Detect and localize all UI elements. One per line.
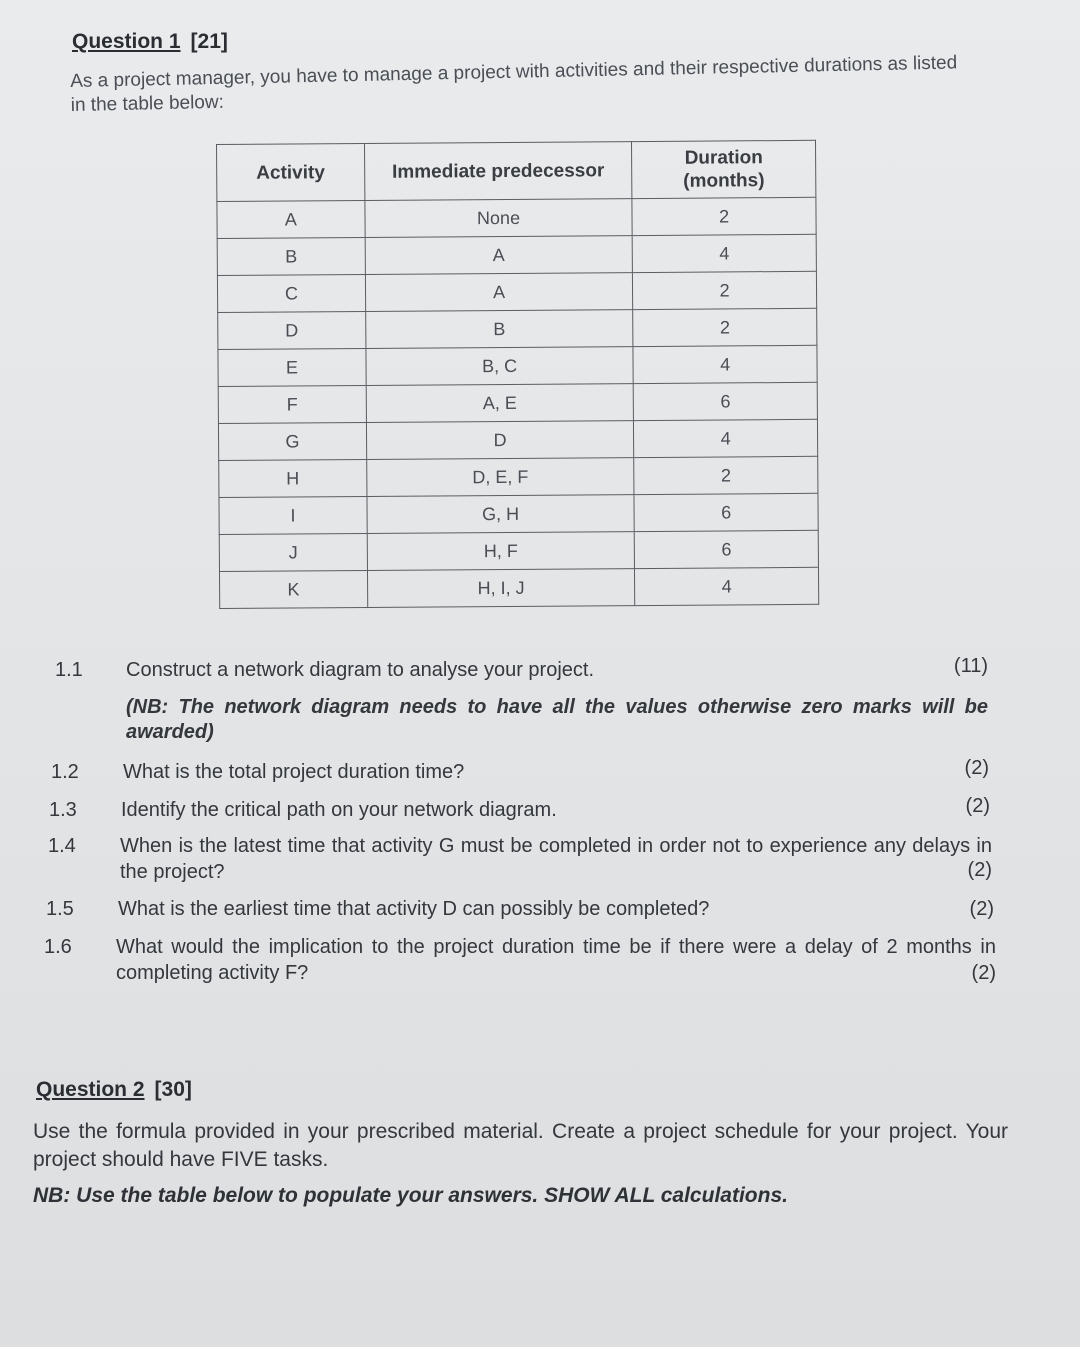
subquestion-number: 1.5 [46, 898, 74, 920]
subquestion-marks: (2) [971, 962, 996, 984]
cell-predecessor: None [365, 199, 633, 238]
question-1-title: Question 1 [72, 30, 181, 53]
cell-predecessor: B, C [366, 347, 634, 386]
cell-duration: 2 [634, 456, 818, 494]
table-row [217, 234, 816, 275]
cell-duration: 2 [633, 271, 817, 309]
subquestion-note: (NB: The network diagram needs to have all the values otherwise zero marks will be awarded) [126, 696, 988, 743]
cell-activity: I [219, 496, 367, 534]
cell-predecessor: B [365, 310, 633, 349]
subquestion-text: Identify the critical path on your network diagram. [121, 799, 557, 821]
subquestion-marks: (2) [964, 757, 989, 779]
cell-predecessor: D [366, 421, 634, 460]
header-activity: Activity [217, 143, 365, 201]
table-row [219, 456, 818, 497]
question-1-heading [72, 30, 228, 54]
cell-activity: E [218, 348, 366, 386]
question-2-note: NB: Use the table below to populate your answers. SHOW ALL calculations. [33, 1184, 788, 1207]
cell-duration: 2 [633, 308, 817, 346]
question-1-marks: [21] [190, 30, 228, 53]
subquestion-1-3 [49, 797, 990, 823]
cell-predecessor: A [365, 273, 633, 312]
cell-predecessor: H, F [367, 532, 635, 571]
subquestion-text: When is the latest time that activity G must be completed in order not to experience any delays in the project? [120, 835, 992, 883]
question-2-heading [36, 1078, 192, 1102]
cell-duration: 6 [634, 493, 818, 531]
subquestion-text: Construct a network diagram to analyse your project. [126, 659, 594, 681]
cell-duration: 4 [632, 234, 816, 272]
header-predecessor: Immediate predecessor [364, 142, 632, 201]
activity-table [216, 140, 819, 609]
table-row [219, 567, 818, 608]
cell-duration: 2 [632, 197, 816, 235]
subquestion-1-4 [48, 833, 992, 889]
subquestion-number: 1.6 [44, 936, 72, 958]
cell-activity: A [217, 200, 365, 238]
subquestion-marks: (11) [953, 655, 988, 677]
table-row [218, 308, 817, 349]
cell-duration: 6 [634, 530, 818, 568]
subquestion-marks: (2) [965, 795, 990, 817]
subquestion-text: What would the implication to the project duration time be if there were a delay of 2 months in completing activity F? [116, 936, 996, 984]
cell-predecessor: G, H [367, 495, 635, 534]
subquestion-number: 1.2 [51, 761, 79, 783]
cell-duration: 6 [633, 382, 817, 420]
question-2-body: Use the formula provided in your prescribed material. Create a project schedule for your project. Your project should have FIVE tasks. [33, 1120, 1008, 1171]
cell-activity: D [218, 311, 366, 349]
subquestion-1-5 [46, 896, 994, 922]
cell-activity: B [217, 237, 365, 275]
table-row [219, 493, 818, 534]
table-row [217, 197, 816, 238]
table-header-row [217, 140, 816, 201]
table-row [218, 345, 817, 386]
cell-activity: C [217, 274, 365, 312]
subquestion-number: 1.3 [49, 799, 77, 821]
subquestion-text: What is the earliest time that activity D can possibly be completed? [118, 898, 710, 920]
table-row [218, 419, 817, 460]
cell-predecessor: A, E [366, 384, 634, 423]
cell-activity: K [219, 570, 367, 608]
table-row [219, 530, 818, 571]
subquestion-1-1 [55, 657, 988, 753]
subquestion-marks: (2) [967, 859, 992, 881]
cell-predecessor: H, I, J [367, 569, 635, 608]
subquestion-1-6 [44, 934, 996, 990]
cell-duration: 4 [635, 567, 819, 605]
cell-duration: 4 [634, 419, 818, 457]
header-duration [632, 140, 816, 198]
cell-duration: 4 [633, 345, 817, 383]
subquestion-1-2 [51, 759, 989, 785]
cell-predecessor: A [365, 236, 633, 275]
question-2-title: Question 2 [36, 1078, 145, 1101]
cell-activity: G [218, 422, 366, 460]
subquestion-text: What is the total project duration time? [123, 761, 465, 783]
cell-predecessor: D, E, F [366, 458, 634, 497]
cell-activity: J [219, 533, 367, 571]
question-2-marks: [30] [154, 1078, 192, 1101]
question-1-intro: As a project manager, you have to manage a project with activities and their respective durations as listed in the table below: [70, 52, 958, 116]
subquestion-number: 1.1 [55, 659, 83, 681]
table-row [218, 382, 817, 423]
table-row [217, 271, 816, 312]
subquestion-number: 1.4 [48, 835, 76, 857]
cell-activity: H [219, 459, 367, 497]
cell-activity: F [218, 385, 366, 423]
subquestion-marks: (2) [969, 898, 994, 920]
header-duration-text: Duration (months) [683, 147, 765, 192]
